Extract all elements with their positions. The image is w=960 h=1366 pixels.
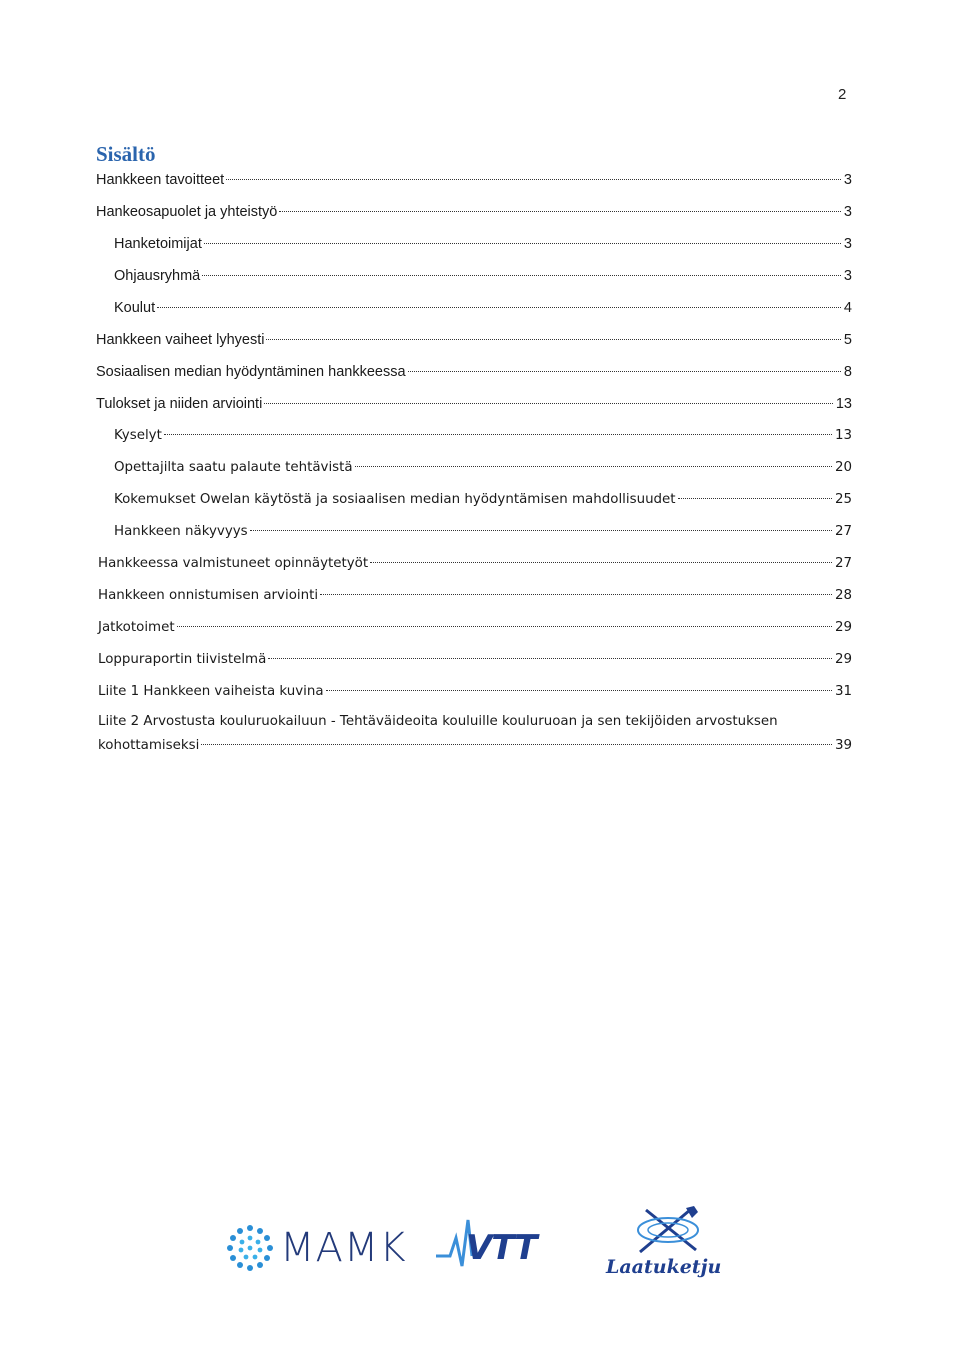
toc-entry-page: 29 [834, 620, 852, 635]
toc-entry[interactable] [96, 362, 852, 382]
toc-entry[interactable] [114, 266, 852, 286]
toc-entry[interactable] [98, 650, 852, 670]
toc-entry-label: Hankkeessa valmistuneet opinnäytetyöt [98, 556, 369, 571]
toc-entry-page: 3 [843, 172, 852, 188]
dot-leader [201, 744, 832, 745]
toc-entry[interactable] [114, 426, 852, 446]
toc-entry-page: 3 [843, 236, 852, 252]
toc-entry-page: 3 [843, 268, 852, 284]
toc-entry[interactable] [98, 618, 852, 638]
toc-entry-page: 13 [834, 428, 852, 443]
toc-entry-page: 31 [834, 684, 852, 699]
toc-entry-label: Opettajilta saatu palaute tehtävistä [114, 460, 353, 475]
toc-entry-label: Koulut [114, 300, 156, 316]
toc-entry[interactable] [96, 330, 852, 350]
dot-leader [202, 275, 841, 276]
toc-entry[interactable] [114, 522, 852, 542]
toc-entry-page: 25 [834, 492, 852, 507]
toc-entry-label: Kokemukset Owelan käytöstä ja sosiaalisen median hyödyntämisen mahdollisuudet [114, 492, 676, 507]
page-number: 2 [838, 86, 847, 103]
dot-leader [408, 371, 841, 372]
mamk-logo-text: MAMK [280, 1225, 407, 1271]
dot-leader [266, 339, 840, 340]
toc-entry-label: Hankkeen näkyvyys [114, 524, 248, 539]
mamk-dots-icon [224, 1222, 276, 1274]
toc-entry-label: Liite 2 Arvostusta kouluruokailuun - Tehtäväideoita kouluille kouluruoan ja sen tekijöiden arvostuksen [98, 714, 778, 729]
toc-entry[interactable] [96, 394, 852, 414]
toc-entry-label: Ohjausryhmä [114, 268, 201, 284]
toc-entry-page: 20 [834, 460, 852, 475]
toc-entry[interactable] [114, 458, 852, 478]
toc-entry-label: Sosiaalisen median hyödyntäminen hankkeessa [96, 364, 406, 380]
dot-leader [678, 498, 832, 499]
toc-entry-label: Hanketoimijat [114, 236, 202, 252]
dot-leader [157, 307, 841, 308]
dot-leader [326, 690, 832, 691]
dot-leader [204, 243, 841, 244]
toc-entry-label-continued: kohottamiseksi [98, 738, 200, 753]
vtt-logo [436, 1216, 576, 1276]
toc-entry[interactable] [98, 586, 852, 606]
toc-entry[interactable] [114, 298, 852, 318]
toc-entry-label: Hankkeen vaiheet lyhyesti [96, 332, 265, 348]
dot-leader [264, 403, 833, 404]
dot-leader [226, 179, 841, 180]
toc-entry[interactable] [98, 712, 852, 756]
dot-leader [279, 211, 841, 212]
toc-entry-label: Loppuraportin tiivistelmä [98, 652, 267, 667]
dot-leader [355, 466, 832, 467]
toc-entry-page: 3 [843, 204, 852, 220]
toc-entry-label: Liite 1 Hankkeen vaiheista kuvina [98, 684, 324, 699]
toc-entry-page: 28 [834, 588, 852, 603]
toc-entry-label: Hankkeen onnistumisen arviointi [98, 588, 319, 603]
dot-leader [268, 658, 832, 659]
laatuketju-logo [600, 1204, 740, 1290]
toc-entry-page: 39 [834, 738, 852, 753]
toc-entry-label: Kyselyt [114, 428, 162, 443]
toc-entry[interactable] [114, 490, 852, 510]
toc-entry-page: 27 [834, 524, 852, 539]
dot-leader [250, 530, 832, 531]
toc-entry[interactable] [98, 682, 852, 702]
toc-entry-label: Tulokset ja niiden arviointi [96, 396, 263, 412]
footer-logos [0, 1200, 960, 1300]
mamk-logo [224, 1222, 407, 1274]
dot-leader [370, 562, 832, 563]
dot-leader [320, 594, 832, 595]
dot-leader [164, 434, 832, 435]
toc-entry-page: 29 [834, 652, 852, 667]
dot-leader [177, 626, 832, 627]
toc-entry-page: 13 [835, 396, 852, 412]
toc-entry-page: 27 [834, 556, 852, 571]
toc-entry-page: 5 [843, 332, 852, 348]
toc-entry-label: Hankkeen tavoitteet [96, 172, 225, 188]
toc-entry-page: 8 [843, 364, 852, 380]
laatuketju-logo-text: Laatuketju [606, 1256, 722, 1278]
toc-entry-label: Hankeosapuolet ja yhteistyö [96, 204, 278, 220]
toc-title: Sisältö [96, 142, 156, 166]
vtt-logo-text: VTT [466, 1228, 537, 1268]
fork-knife-icon [600, 1204, 740, 1260]
toc-entry[interactable] [114, 234, 852, 254]
toc-entry-page: 4 [843, 300, 852, 316]
toc-entry[interactable] [96, 170, 852, 190]
toc-entry[interactable] [96, 202, 852, 222]
toc-entry-label: Jatkotoimet [98, 620, 175, 635]
toc-entry[interactable] [98, 554, 852, 574]
